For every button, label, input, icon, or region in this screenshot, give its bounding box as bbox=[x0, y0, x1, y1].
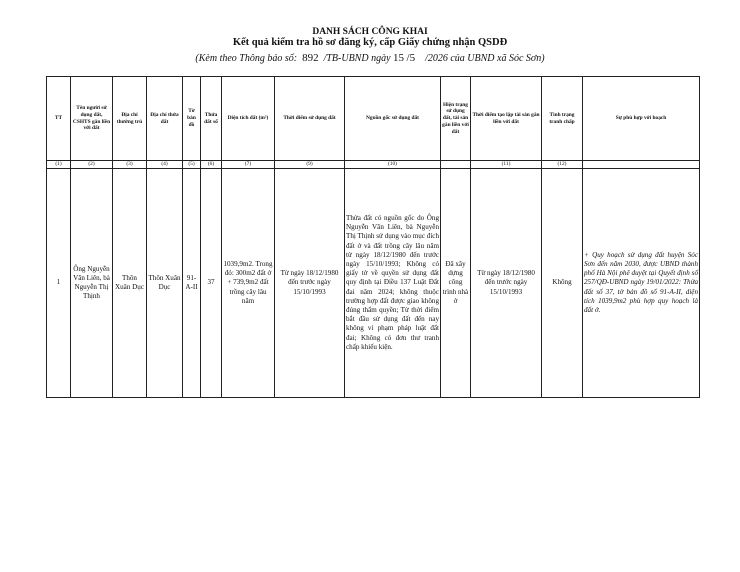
index-cell: (1) bbox=[47, 161, 71, 169]
header-cell: Nguồn gốc sử dụng đất bbox=[345, 77, 441, 161]
parcel-address-cell: Thôn Xuân Dục bbox=[147, 169, 183, 398]
document-title: DANH SÁCH CÔNG KHAI bbox=[312, 27, 428, 37]
usage-period-cell: Từ ngày 18/12/1980 đến trước ngày 15/10/1993 bbox=[275, 169, 345, 398]
header-cell: TT bbox=[47, 77, 71, 161]
index-cell: (5) bbox=[183, 161, 201, 169]
header-cell: Địa chỉ thửa đất bbox=[147, 77, 183, 161]
header-cell: Thửa đất số bbox=[201, 77, 222, 161]
index-cell: (4) bbox=[147, 161, 183, 169]
header-cell: Diện tích đất (m²) bbox=[222, 77, 275, 161]
index-cell: (6) bbox=[201, 161, 222, 169]
row-number-cell: 1 bbox=[47, 169, 71, 398]
header-cell: Hiện trạng sử dụng đất, tài sản gắn liền với đất bbox=[441, 77, 471, 161]
reference-suffix: /2026 của UBND xã Sóc Sơn) bbox=[425, 53, 545, 64]
residence-cell: Thôn Xuân Dục bbox=[113, 169, 147, 398]
reference-prefix: (Kèm theo Thông báo số: bbox=[195, 53, 298, 64]
header-cell: Sự phù hợp với hoạch bbox=[583, 77, 700, 161]
table-header-row bbox=[47, 77, 700, 161]
document-subtitle: Kết quả kiểm tra hồ sơ đăng ký, cấp Giấy chứng nhận QSDĐ bbox=[232, 37, 508, 48]
area-cell: 1039,9m2. Trong đó: 300m2 đất ở + 739,9m2 đất trồng cây lâu năm bbox=[222, 169, 275, 398]
notice-month: /5 bbox=[406, 52, 416, 64]
header-cell: Tên người sử dụng đất, CSHTS gắn liền với đất bbox=[71, 77, 113, 161]
owner-name-cell: Ông Nguyễn Văn Liên, bà Nguyễn Thị Thịnh bbox=[71, 169, 113, 398]
index-cell: (7) bbox=[222, 161, 275, 169]
asset-creation-time-cell: Từ ngày 18/12/1980 đến trước ngày 15/10/1993 bbox=[471, 169, 542, 398]
column-index-row bbox=[47, 161, 700, 169]
header-cell: Tình trạng tranh chấp bbox=[542, 77, 583, 161]
header-cell: Tờ bản đồ bbox=[183, 77, 201, 161]
index-cell: (9) bbox=[275, 161, 345, 169]
reference-mid: /TB-UBND ngày bbox=[323, 53, 391, 64]
map-sheet-cell: 91-A-II bbox=[183, 169, 201, 398]
index-cell bbox=[583, 161, 700, 169]
planning-conformity-cell: + Quy hoạch sử dụng đất huyện Sóc Sơn đến năm 2030, được UBND thành phố Hà Nội phê duyệt tại Quyết định số 257/QĐ-UBND ngày 19/01/2022: Thửa đất số 37, tờ bản đồ số 91-A-II, diện tích 1039,9m2 phù hợp quy hoạch là đất ở. bbox=[583, 169, 700, 398]
table-row bbox=[47, 169, 700, 398]
parcel-number-cell: 37 bbox=[201, 169, 222, 398]
notice-number: 892 bbox=[302, 52, 319, 64]
index-cell: (11) bbox=[471, 161, 542, 169]
notice-day: 15 bbox=[393, 52, 405, 64]
document-reference bbox=[0, 52, 740, 64]
index-cell: (3) bbox=[113, 161, 147, 169]
index-cell bbox=[441, 161, 471, 169]
header-cell: Địa chỉ thường trú bbox=[113, 77, 147, 161]
land-origin-cell: Thửa đất có nguồn gốc do Ông Nguyễn Văn Liên, bà Nguyễn Thị Thịnh sử dụng vào mục đích đất ở và đất trồng cây lâu năm từ ngày 18/12/1980 đến trước ngày 15/10/1993; Không có giấy tờ về quyền sử dụng đất quy định tại Điều 137 Luật Đất đai năm 2024; không thuộc trường hợp đất được giao không đúng thẩm quyền; Từ thời điểm bắt đầu sử dụng đất đến nay không vi phạm pháp luật đất đai; Không có đơn thư tranh chấp khiếu kiện. bbox=[345, 169, 441, 398]
header-cell: Thời điểm sử dụng đất bbox=[275, 77, 345, 161]
index-cell: (10) bbox=[345, 161, 441, 169]
current-status-cell: Đã xây dựng công trình nhà ở bbox=[441, 169, 471, 398]
index-cell: (2) bbox=[71, 161, 113, 169]
land-records-table bbox=[46, 76, 700, 398]
header-cell: Thời điểm tạo lập tài sản gắn liền với đất bbox=[471, 77, 542, 161]
index-cell: (12) bbox=[542, 161, 583, 169]
dispute-status-cell: Không bbox=[542, 169, 583, 398]
